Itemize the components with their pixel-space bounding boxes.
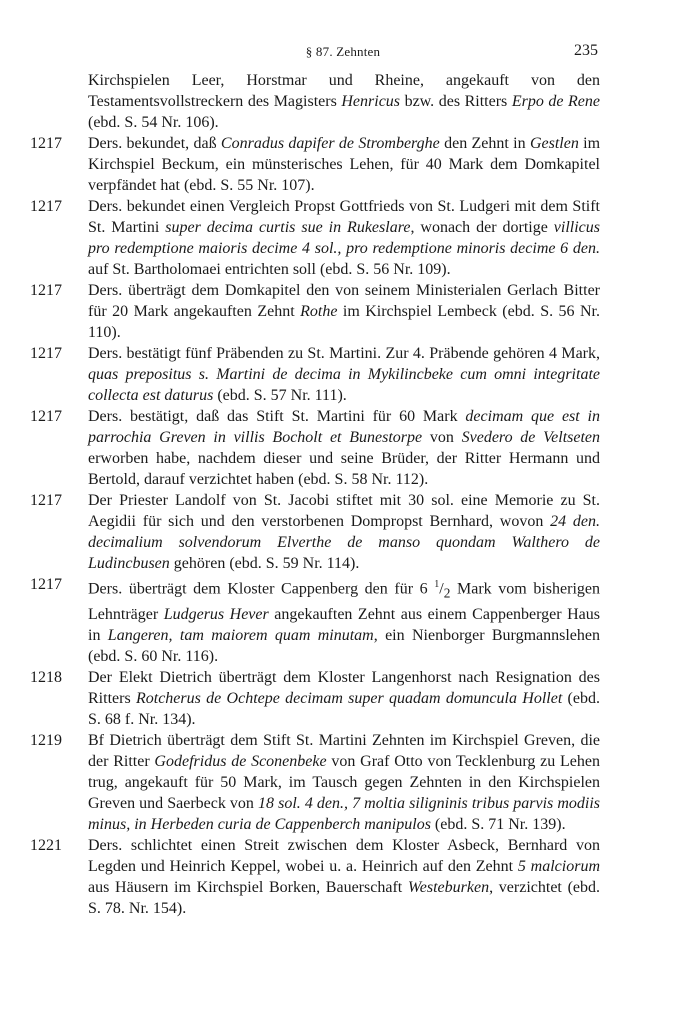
entry	[30, 280, 600, 343]
text-run: gehören (ebd. S. 59 Nr. 114).	[169, 555, 360, 572]
entry-text	[88, 196, 600, 280]
entry-year: 1221	[30, 836, 62, 854]
text-run: den Zehnt in	[439, 135, 530, 152]
entry	[30, 574, 600, 667]
italic-text: Conradus dapifer de Stromberghe	[220, 135, 440, 152]
text-run: , verzichtet (ebd. S. 78. Nr. 154).	[88, 878, 601, 917]
text-run: im Kirchspiel Beckum, ein münsterisches Lehen, für 40 Mark dem Domkapitel verpfändet hat (ebd. S. 55 Nr. 107).	[88, 135, 601, 194]
text-run: /	[439, 580, 444, 598]
entry-year: 1217	[30, 492, 62, 509]
entry	[30, 490, 600, 574]
text-run: Bf Dietrich überträgt dem Stift St. Martini Zehnten im Kirchspiel Greven, die der Ritter	[88, 731, 600, 770]
text-run: Der Elekt Dietrich überträgt dem Kloster Langenhorst nach Resignation des Ritters	[88, 668, 600, 707]
text-run: 2	[443, 585, 451, 601]
entry-year: 1217	[30, 408, 62, 425]
italic-text: decimam que est in parrochia Greven in villis Bocholt et Bunestorpe	[88, 408, 601, 446]
entry-text	[88, 667, 600, 730]
text-run: (ebd. S. 71 Nr. 139).	[430, 815, 566, 833]
italic-text: Ludgerus Hever	[163, 605, 269, 623]
text-run: Der Priester Landolf von St. Jacobi stiftet mit 30 sol. eine Memorie zu St. Aegidii für sich und den verstorbenen Dompropst Bernhard, wovon	[88, 492, 600, 530]
entry-text	[88, 70, 600, 133]
entry-year: 1219	[30, 731, 62, 749]
text-run: erworben habe, nachdem dieser und seine Brüder, der Ritter Hermann und Bertold, darauf verzichtet haben (ebd. S. 58 Nr. 112).	[88, 450, 600, 488]
text-run: Ders. bestätigt fünf Präbenden zu St. Martini. Zur 4. Präbende gehören 4 Mark,	[88, 345, 600, 362]
text-run: Ders. bestätigt, daß das Stift St. Martini für 60 Mark	[88, 408, 466, 425]
text-run: Ders. bekundet einen Vergleich Propst Gottfrieds von St. Ludgeri mit dem Stift St. Martini	[88, 198, 600, 236]
italic-text: 24 den. decimalium solvendorum Elverthe de manso quondam Walthero de Ludincbusen	[88, 513, 600, 572]
entries-list	[30, 70, 600, 919]
text-run: , ein Nienborger Burgmannslehen (ebd. S. 60 Nr. 116).	[88, 626, 601, 665]
entry-year: 1217	[30, 576, 62, 593]
italic-text: Godefridus de Sconenbeke	[154, 752, 327, 770]
text-run: , wonach der dortige	[410, 219, 554, 236]
text-run: 1	[434, 579, 440, 590]
italic-text: 18 sol. 4 den., 7 moltia siligninis tribus parvis modiis minus, in Herbeden curia de Cappenberch manipulos	[88, 794, 601, 833]
entry-text	[88, 490, 600, 574]
page-number: 235	[574, 42, 598, 59]
text-run: Mark vom bisherigen Lehnträger	[88, 580, 600, 623]
text-run: (ebd. S. 68 f. Nr. 134).	[88, 689, 600, 728]
entry	[30, 196, 600, 280]
entry-year: 1217	[30, 345, 62, 362]
entry	[30, 667, 600, 730]
text-run: bzw. des Ritters	[400, 93, 512, 110]
entry	[30, 835, 600, 919]
italic-text: Erpo de Rene	[511, 93, 601, 110]
entry-text	[88, 574, 600, 667]
entry	[30, 70, 600, 133]
text-run: angekauften Zehnt aus einem Cappenberger Haus in	[88, 605, 600, 644]
entry	[30, 343, 600, 406]
text-run: Ders. überträgt dem Domkapitel den von seinem Ministerialen Gerlach Bitter für 20 Mark angekauften Zehnt	[88, 282, 600, 320]
text-run: aus Häusern im Kirchspiel Borken, Bauerschaft	[88, 878, 408, 896]
entry	[30, 133, 600, 196]
text-run: Ders. schlichtet einen Streit zwischen dem Kloster Asbeck, Bernhard von Legden und Heinrich Keppel, wobei u. a. Heinrich auf den Zehnt	[88, 836, 600, 875]
text-run: Kirchspielen Leer, Horstmar und Rheine, angekauft von den Testamentsvollstreckern des Magisters	[88, 72, 600, 110]
italic-text: super decima curtis sue in Rukeslare	[165, 219, 411, 236]
text-run: im Kirchspiel Lembeck (ebd. S. 56 Nr. 110).	[88, 303, 601, 341]
italic-text: quas prepositus s. Martini de decima in Mykilincbeke cum omni integritate collecta est daturus	[88, 366, 600, 404]
text-run: auf St. Bartholomaei entrichten soll (ebd. S. 56 Nr. 109).	[88, 261, 451, 278]
running-title: § 87. Zehnten	[305, 44, 381, 59]
entry-year: 1217	[30, 198, 62, 215]
entry-text	[88, 835, 600, 919]
entry-text	[88, 730, 600, 835]
text-run: (ebd. S. 57 Nr. 111).	[213, 387, 347, 404]
entry-year: 1217	[30, 135, 62, 152]
running-head	[88, 44, 598, 64]
entry-text	[88, 133, 600, 196]
entry-text	[88, 343, 600, 406]
italic-text: Rotcherus de Ochtepe decimam super quadam domuncula Hollet	[135, 689, 563, 707]
italic-text: Westeburken	[407, 878, 490, 896]
text-run: von	[422, 429, 462, 446]
italic-text: Rothe	[300, 303, 338, 320]
text-run: Ders. überträgt dem Kloster Cappenberg den für 6	[88, 580, 435, 598]
entry-year: 1217	[30, 282, 62, 299]
entry	[30, 406, 600, 490]
italic-text: Langeren, tam maiorem quam minutam	[107, 626, 374, 644]
italic-text: Gestlen	[529, 135, 579, 152]
entry	[30, 730, 600, 835]
text-run: (ebd. S. 54 Nr. 106).	[88, 114, 219, 131]
italic-text: 5 malciorum	[517, 857, 601, 875]
entry-year: 1218	[30, 668, 62, 686]
italic-text: villicus pro redemptione maioris decime 4 sol., pro redemptione minoris decime 6 den.	[88, 219, 601, 257]
text-run: Ders. bekundet, daß	[88, 135, 221, 152]
entry-text	[88, 280, 600, 343]
entry-text	[88, 406, 600, 490]
text-run: von Graf Otto von Tecklenburg zu Lehen trug, angekauft für 50 Mark, im Tausch gegen Zehnten in den Kirchspielen Greven und Saerbeck von	[88, 752, 601, 812]
italic-text: Svedero de Veltseten	[461, 429, 601, 446]
italic-text: Henricus	[341, 93, 401, 110]
